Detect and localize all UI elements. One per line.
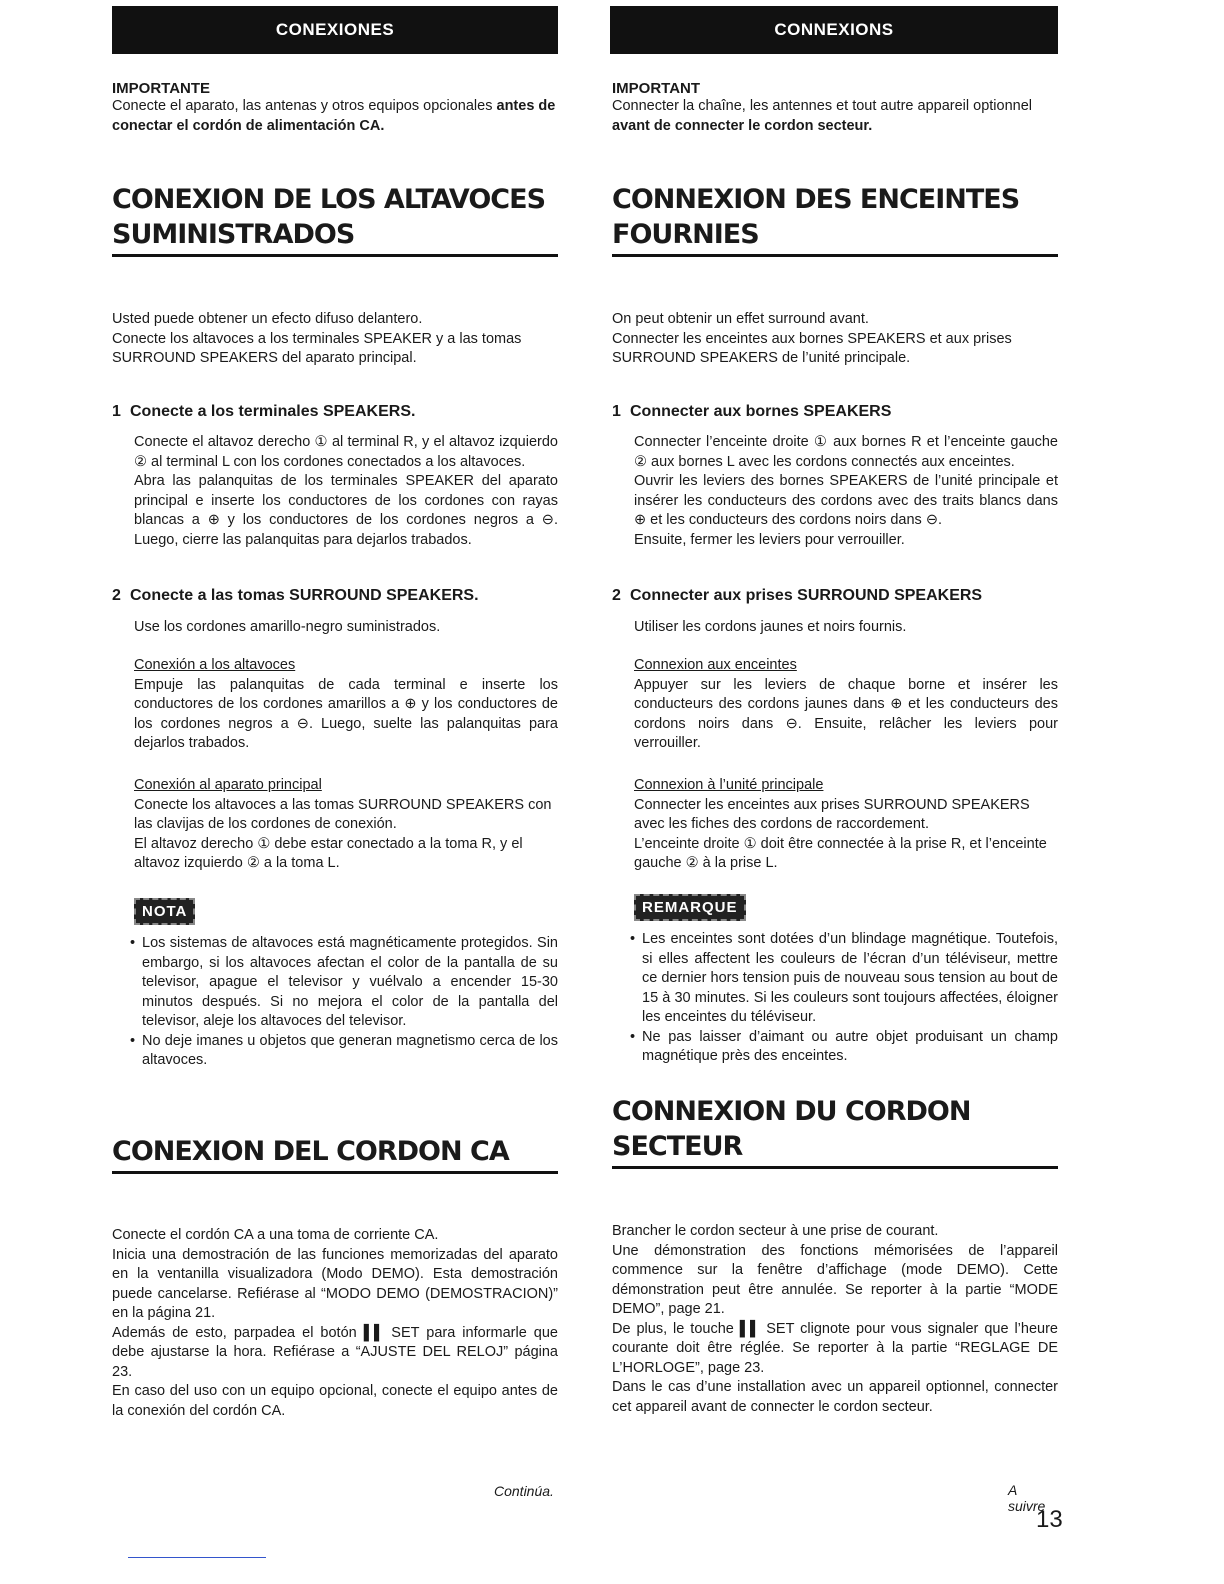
paragraph: En caso del uso con un equipo opcional, conecte el equipo antes de la conexión del cordón CA.: [112, 1383, 558, 1419]
paragraph: Empuje las palanquitas de cada terminal e inserte los conductores de los cordones amarillos a ⊕ y los conductores de los cordones negros a ⊖. Luego, suelte las palanquitas para dejarlos trabados.: [134, 676, 558, 751]
sub-title: Conexión al aparato principal: [134, 777, 322, 793]
ac-body: [112, 1226, 558, 1421]
note-badge: NOTA: [134, 898, 195, 925]
step1-heading: [112, 402, 558, 422]
step1-body: [612, 433, 1058, 550]
step-title: Conecte a las tomas SURROUND SPEAKERS.: [130, 587, 479, 604]
step2-heading: [112, 586, 558, 606]
step-title: Conecte a los terminales SPEAKERS.: [130, 403, 416, 420]
paragraph: De plus, le touche ▌▌ SET clignote pour vous signaler que l’heure courante doit être réglée. Se reporter à la partie “REGLAGE DE L’HORLOGE”, page 23.: [612, 1320, 1058, 1376]
section-header-text: CONEXIONES: [275, 20, 395, 39]
important-bold: antes de conectar el cordón de alimentación CA.: [112, 98, 556, 134]
scan-line-artifact: [128, 1557, 266, 1558]
intro-line: Connecter les enceintes aux bornes SPEAKERS et aux prises SURROUND SPEAKERS de l’unité principale.: [612, 330, 1012, 366]
step-number: 2: [612, 587, 621, 604]
paragraph: L’enceinte droite ① doit être connectée à la prise R, et l’enceinte gauche ② à la prise L.: [634, 835, 1047, 871]
note-list: [612, 930, 1058, 1067]
important-heading: IMPORTANTE: [112, 80, 211, 97]
paragraph: Connecter l’enceinte droite ① aux bornes R et l’enceinte gauche ② aux bornes L avec les cordons connectés aux enceintes.: [634, 434, 1058, 470]
step-number: 1: [612, 403, 621, 420]
intro-line: Conecte los altavoces a los terminales SPEAKER y a las tomas SURROUND SPEAKERS del aparato principal.: [112, 330, 522, 366]
note-item: • Ne pas laisser d’aimant ou autre objet produisant un champ magnétique près des enceintes.: [612, 1028, 1058, 1067]
step1-body: [112, 433, 558, 550]
note-item: • Los sistemas de altavoces está magnéticamente protegidos. Sin embargo, si los altavoces afectan el color de la pantalla de su televisor, apague el televisor y vuélvalo a encender 15-30 minutos después. Si no mejora el color de la pantalla del televisor, aleje los altavoces del televisor.: [112, 934, 558, 1032]
intro-line: On peut obtenir un effet surround avant.: [612, 311, 869, 327]
note-badge-wrap: [134, 898, 580, 925]
important-block: [612, 80, 1058, 136]
note-item: • No deje imanes u objetos que generan magnetismo cerca de los altavoces.: [112, 1032, 558, 1071]
intro-line: Usted puede obtener un efecto difuso delantero.: [112, 311, 423, 327]
important-block: [112, 80, 558, 136]
section-header-text: CONNEXIONS: [774, 20, 894, 39]
step2-body: [112, 618, 558, 638]
sub-title: Connexion aux enceintes: [634, 657, 797, 673]
note-badge-wrap: [634, 894, 1080, 921]
paragraph: Además de esto, parpadea el botón ▌▌ SET para informarle que debe ajustarse la hora. Refiérase a “AJUSTE DEL RELOJ” página 23.: [112, 1324, 558, 1380]
step-title: Connecter aux prises SURROUND SPEAKERS: [630, 587, 983, 604]
paragraph: Inicia una demostración de las funciones memorizadas del aparato en la ventanilla visualizadora (Modo DEMO). Esta demostración puede cancelarse. Refiérase al “MODO DEMO (DEMOSTRACION)” en la página 21.: [112, 1246, 558, 1321]
step-number: 1: [112, 403, 121, 420]
paragraph: Une démonstration des fonctions mémorisées de l’appareil commence sur la fenêtre d’affichage (mode DEMO). Cette démonstration peut être annulée. Se reporter à la partie “MODE DEMO”, page 21.: [612, 1242, 1058, 1317]
important-bold: avant de connecter le cordon secteur.: [612, 117, 873, 134]
paragraph: El altavoz derecho ① debe estar conectado a la toma R, y el altavoz izquierdo ② a la toma L.: [134, 835, 523, 871]
paragraph: Conecte los altavoces a las tomas SURROUND SPEAKERS con las clavijas de los cordones de conexión.: [134, 796, 552, 832]
important-heading: IMPORTANT: [612, 80, 701, 97]
paragraph: Use los cordones amarillo-negro suministrados.: [134, 619, 441, 635]
step-number: 2: [112, 587, 121, 604]
page-number: 13: [1036, 1506, 1063, 1533]
paragraph: Abra las palanquitas de los terminales SPEAKER del aparato principal e inserte los conductores de los cordones con rayas blancas a ⊕ y los conductores de los cordones negros a ⊖. Luego, cierre las palanquitas para dejarlos trabados.: [134, 473, 558, 548]
important-text: Connecter la chaîne, les antennes et tout autre appareil optionnel: [612, 98, 1032, 114]
sub1: [612, 656, 1058, 754]
section-header-bar: [610, 6, 1058, 54]
paragraph: Ensuite, fermer les leviers pour verrouiller.: [634, 531, 905, 548]
section-header-bar: [112, 6, 558, 54]
title-speakers: CONEXION DE LOS ALTAVOCES SUMINISTRADOS: [112, 182, 558, 257]
title-speakers: CONNEXION DES ENCEINTES FOURNIES: [612, 182, 1058, 257]
sub2: [612, 776, 1058, 874]
paragraph: Utiliser les cordons jaunes et noirs fournis.: [634, 619, 907, 635]
paragraph: Connecter les enceintes aux prises SURROUND SPEAKERS avec les fiches des cordons de raccordement.: [634, 796, 1030, 832]
intro: [612, 310, 1058, 369]
sub-title: Conexión a los altavoces: [134, 657, 296, 673]
step1-heading: [612, 402, 1058, 422]
important-text: Conecte el aparato, las antenas y otros equipos opcionales: [112, 98, 493, 114]
sub-title: Connexion à l’unité principale: [634, 777, 824, 793]
step2-body: [612, 618, 1058, 638]
step2-heading: [612, 586, 1058, 606]
paragraph: Brancher le cordon secteur à une prise de courant.: [612, 1223, 939, 1239]
paragraph: Appuyer sur les leviers de chaque borne et insérer les conducteurs des cordons jaunes dans ⊕ et les conducteurs des cordons noirs dans ⊖. Ensuite, relâcher les leviers pour verrouiller.: [634, 676, 1058, 751]
continued-footer: A suivre: [1008, 1482, 1046, 1514]
step-title: Connecter aux bornes SPEAKERS: [630, 403, 892, 420]
continued-footer: Continúa.: [494, 1483, 554, 1499]
paragraph: Conecte el cordón CA a una toma de corriente CA.: [112, 1227, 439, 1243]
paragraph: Conecte el altavoz derecho ① al terminal R, y el altavoz izquierdo ② al terminal L con los cordones conectados a los altavoces.: [134, 434, 558, 470]
paragraph: Dans le cas d’une installation avec un appareil optionnel, connecter cet appareil avant de connecter le cordon secteur.: [612, 1379, 1058, 1415]
paragraph: Ouvrir les leviers des bornes SPEAKERS de l’unité principale et insérer les conducteurs des cordons avec des traits blancs dans ⊕ et les conducteurs des cordons noirs dans ⊖.: [634, 473, 1058, 528]
note-list: [112, 934, 558, 1071]
title-ac-cord: CONEXION DEL CORDON CA: [112, 1134, 558, 1174]
note-item: • Les enceintes sont dotées d’un blindage magnétique. Toutefois, si elles affectent les couleurs de l’écran d’un téléviseur, mettre ce dernier hors tension puis de nouveau sous tension au bout de 15 à 30 minutes. Si les couleurs sont toujours affectées, éloigner les enceintes du téléviseur.: [612, 930, 1058, 1028]
title-ac-cord: CONNEXION DU CORDON SECTEUR: [612, 1094, 1058, 1169]
ac-body: [612, 1222, 1058, 1417]
intro: [112, 310, 558, 369]
sub1: [112, 656, 558, 754]
note-badge: REMARQUE: [634, 894, 746, 921]
sub2: [112, 776, 558, 874]
